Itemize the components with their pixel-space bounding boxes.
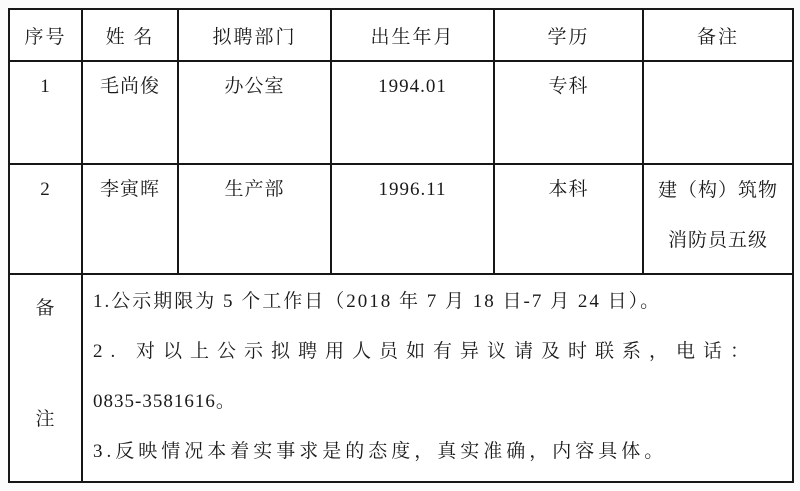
recruitment-notice-table bbox=[8, 8, 794, 483]
table-row bbox=[9, 61, 793, 164]
cell-department: 生产部 bbox=[178, 164, 331, 274]
remark-text-line: 建（构）筑物 bbox=[657, 180, 778, 201]
cell-birthdate: 1996.11 bbox=[331, 164, 494, 274]
footer-note-line-4: 3.反映情况本着实事求是的态度，真实准确，内容具体。 bbox=[93, 441, 668, 462]
footer-remark-label-cell bbox=[9, 274, 82, 482]
footer-note-line-3: 0835-3581616。 bbox=[93, 391, 236, 412]
table-header-row bbox=[9, 9, 793, 61]
header-department: 拟聘部门 bbox=[178, 9, 331, 61]
footer-note-line-2: 2. 对以上公示拟聘用人员如有异议请及时联系，电话： bbox=[93, 341, 758, 362]
cell-no: 2 bbox=[9, 164, 82, 274]
cell-education: 本科 bbox=[494, 164, 643, 274]
header-no: 序号 bbox=[9, 9, 82, 61]
footer-note-line-1: 1.公示期限为 5 个工作日（2018 年 7 月 18 日-7 月 24 日）。 bbox=[93, 291, 662, 312]
cell-remark bbox=[643, 164, 793, 274]
footer-remark-label bbox=[10, 275, 81, 479]
cell-no: 1 bbox=[9, 61, 82, 164]
table-row bbox=[9, 164, 793, 274]
cell-remark bbox=[643, 61, 793, 164]
table-footer-row bbox=[9, 274, 793, 482]
cell-department: 办公室 bbox=[178, 61, 331, 164]
remark-text-line: 消防员五级 bbox=[667, 230, 768, 251]
header-birthdate: 出生年月 bbox=[331, 9, 494, 61]
document-page bbox=[8, 8, 794, 483]
footer-remark-content-cell bbox=[82, 274, 793, 482]
header-remark: 备注 bbox=[643, 9, 793, 61]
cell-name: 李寅晖 bbox=[82, 164, 178, 274]
cell-name: 毛尚俊 bbox=[82, 61, 178, 164]
footer-label-char-bottom: 注 bbox=[35, 409, 56, 430]
footer-label-char-top: 备 bbox=[35, 298, 56, 319]
cell-birthdate: 1994.01 bbox=[331, 61, 494, 164]
cell-education: 专科 bbox=[494, 61, 643, 164]
header-name: 姓 名 bbox=[82, 9, 178, 61]
header-education: 学历 bbox=[494, 9, 643, 61]
